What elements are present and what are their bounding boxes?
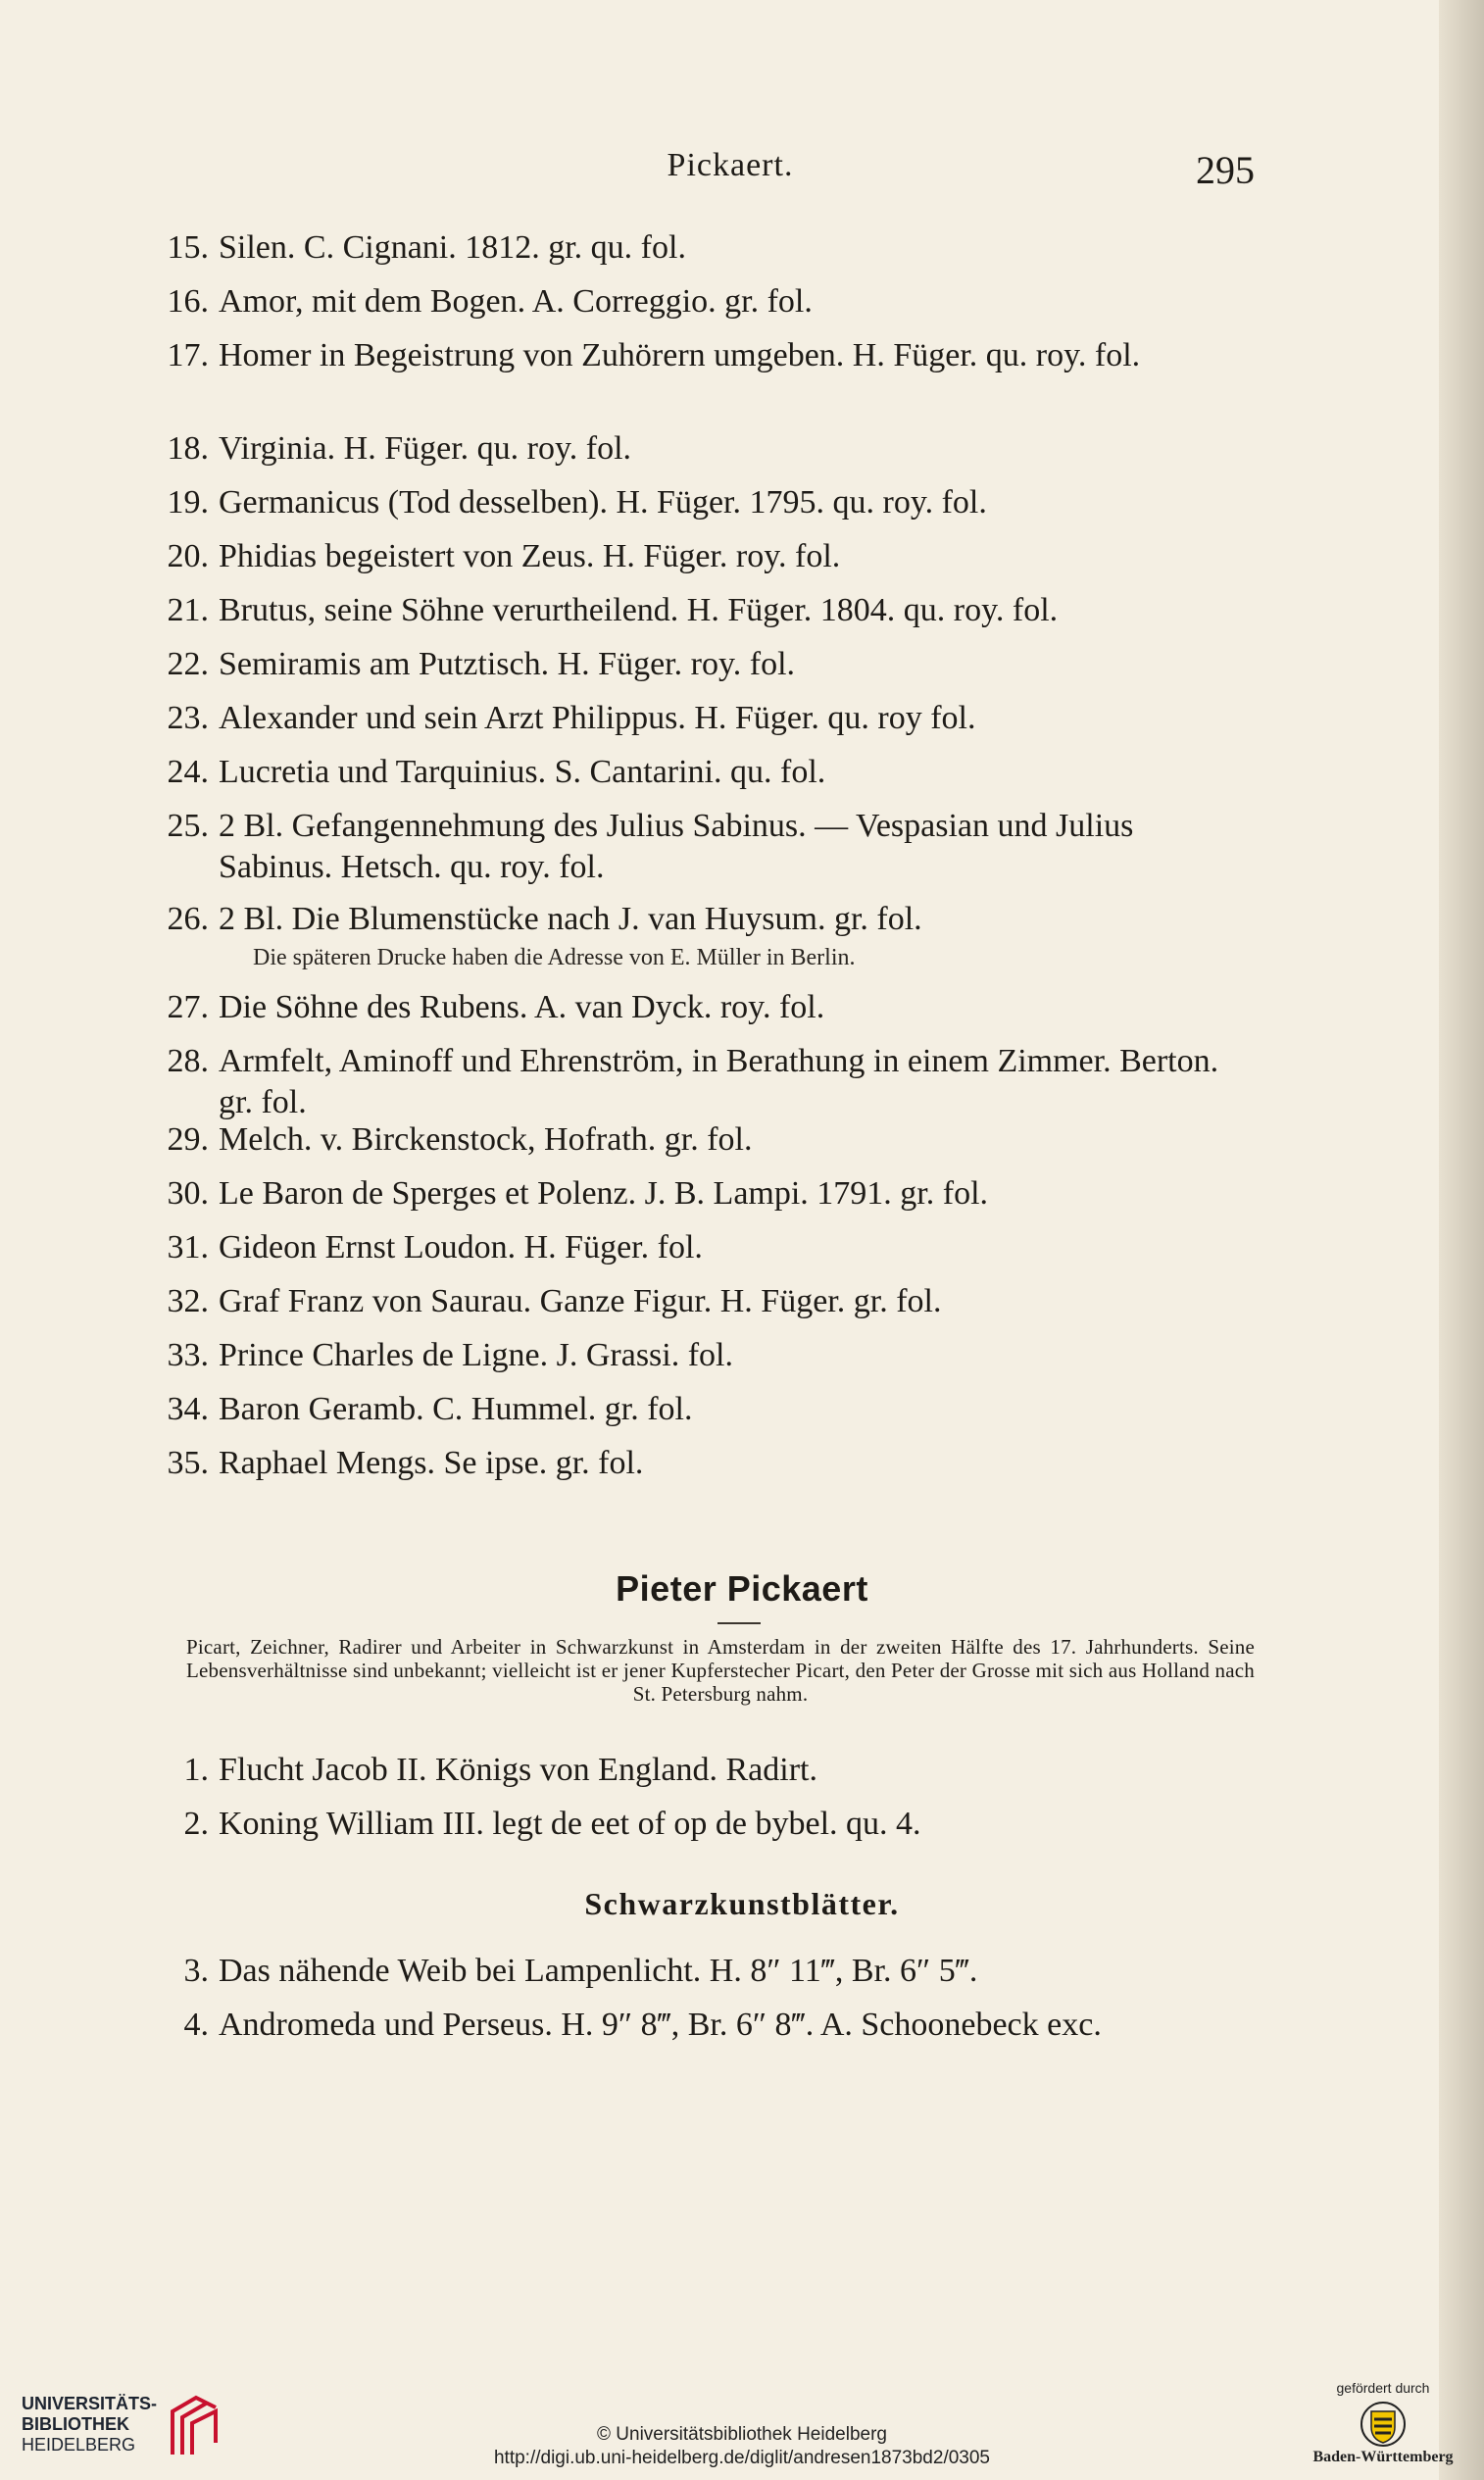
list-item: 21. Brutus, seine Söhne verurtheilend. H. Füger. 1804. qu. roy. fol. <box>167 592 1059 628</box>
list-item: 24. Lucretia und Tarquinius. S. Cantarini. qu. fol. <box>167 754 826 790</box>
list-item: 4. Andromeda und Perseus. H. 9″ 8‴, Br. 6″ 8‴. A. Schoonebeck exc. <box>183 2007 1102 2043</box>
page-header <box>206 147 1255 196</box>
list-item: 16. Amor, mit dem Bogen. A. Correggio. gr. fol. <box>167 283 813 320</box>
coat-of-arms-icon <box>1359 2400 1408 2449</box>
list-item: 35. Raphael Mengs. Se ipse. gr. fol. <box>167 1445 644 1481</box>
library-name-line1: UNIVERSITÄTS- <box>22 2394 158 2413</box>
list-item: 17. Homer in Begeistrung von Zuhörern umgeben. H. Füger. qu. roy. fol. <box>167 337 1141 373</box>
list-item: 32. Graf Franz von Saurau. Ganze Figur. H. Füger. gr. fol. <box>167 1283 942 1319</box>
list-item: 34. Baron Geramb. C. Hummel. gr. fol. <box>167 1391 693 1427</box>
list-item: 26. 2 Bl. Die Blumenstücke nach J. van Huysum. gr. fol. <box>167 901 922 937</box>
list-item: 28. Armfelt, Aminoff und Ehrenström, in Berathung in einem Zimmer. Berton. gr. fol. <box>167 1043 1219 1120</box>
source-url[interactable]: http://digi.ub.uni-heidelberg.de/diglit/andresen1873bd2/0305 <box>493 2448 990 2468</box>
state-name: Baden-Württemberg <box>1312 2449 1454 2465</box>
running-title: Pickaert. <box>667 147 794 183</box>
list-item: 15. Silen. C. Cignani. 1812. gr. qu. fol. <box>167 229 686 266</box>
list-item: 2. Koning William III. legt de eet of op de bybel. qu. 4. <box>183 1806 921 1842</box>
funded-by-label: gefördert durch <box>1336 2380 1430 2396</box>
list-item: 18. Virginia. H. Füger. qu. roy. fol. <box>167 430 632 467</box>
list-item: 3. Das nähende Weib bei Lampenlicht. H. 8″ 11‴, Br. 6″ 5‴. <box>183 1953 978 1989</box>
funding-logo <box>1300 2380 1466 2466</box>
list-item: 25. 2 Bl. Gefangennehmung des Julius Sabinus. — Vespasian und Julius Sabinus. Hetsch. qu. roy. fol. <box>167 808 1134 885</box>
footer-credits <box>0 2423 1484 2470</box>
footnote: Die späteren Drucke haben die Adresse von E. Müller in Berlin. <box>253 945 856 970</box>
list-item: 23. Alexander und sein Arzt Philippus. H. Füger. qu. roy fol. <box>167 700 976 736</box>
list-item: 19. Germanicus (Tod desselben). H. Füger. 1795. qu. roy. fol. <box>167 484 987 521</box>
subsection-title: Schwarzkunstblätter. <box>584 1886 900 1921</box>
list-item: 27. Die Söhne des Rubens. A. van Dyck. roy. fol. <box>167 989 825 1025</box>
list-item: 20. Phidias begeistert von Zeus. H. Füger. roy. fol. <box>167 538 841 574</box>
artist-biography: Picart, Zeichner, Radirer und Arbeiter in Schwarzkunst in Amsterdam in der zweiten Hälfte des 17. Jahrhunderts. Seine Lebensverhältnisse sind unbekannt; vielleicht ist er jener Kupferstecher Picart, den Peter der Grosse mit sich aus Holland nach St. Petersburg nahm. <box>186 1635 1255 1706</box>
section-title: Pieter Pickaert <box>616 1568 868 1609</box>
list-item: 31. Gideon Ernst Loudon. H. Füger. fol. <box>167 1229 703 1265</box>
page-number: 295 <box>1196 148 1255 192</box>
page-edge <box>1439 0 1484 2480</box>
list-item: 30. Le Baron de Sperges et Polenz. J. B. Lampi. 1791. gr. fol. <box>167 1175 989 1212</box>
list-item: 33. Prince Charles de Ligne. J. Grassi. fol. <box>167 1337 733 1373</box>
list-item: 22. Semiramis am Putztisch. H. Füger. roy. fol. <box>167 646 796 682</box>
library-name-line3: HEIDELBERG <box>22 2435 136 2455</box>
list-item: 29. Melch. v. Birckenstock, Hofrath. gr. fol. <box>167 1121 753 1158</box>
list-item: 1. Flucht Jacob II. Königs von England. Radirt. <box>183 1752 817 1788</box>
library-name-line2: BIBLIOTHEK <box>22 2414 129 2434</box>
section-rule <box>717 1622 761 1624</box>
copyright-notice: © Universitätsbibliothek Heidelberg <box>597 2424 887 2445</box>
